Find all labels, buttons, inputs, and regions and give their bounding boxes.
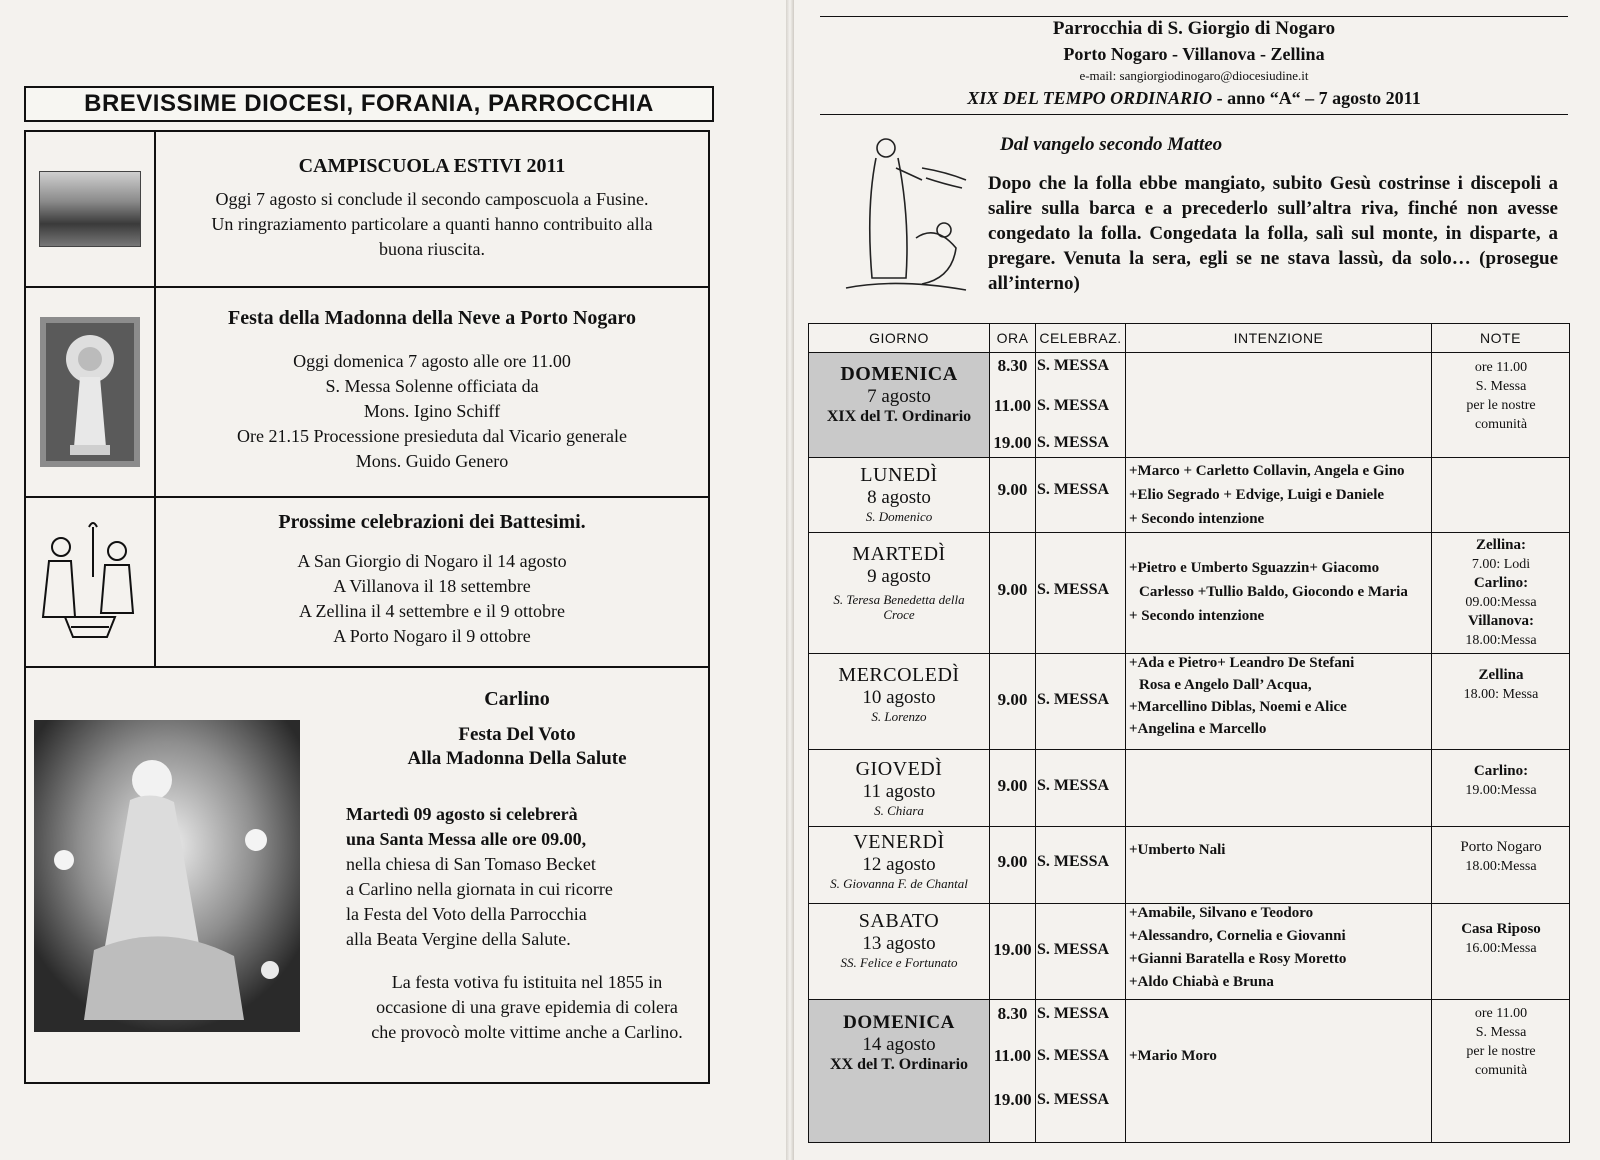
mass-type: S. MESSA <box>1037 777 1110 794</box>
day-date: 8 agosto <box>867 487 931 508</box>
day-saint: S. Teresa Benedetta della <box>833 592 965 607</box>
day-name: DOMENICA <box>840 363 958 385</box>
sunday-name: XIX DEL TEMPO ORDINARIO <box>967 88 1213 108</box>
day-mercoledi <box>809 654 989 749</box>
intention-line: +Aldo Chiabà e Bruna <box>1129 974 1274 990</box>
mass-time: 19.00 <box>993 940 1032 959</box>
mass-time: 8.30 <box>997 356 1028 375</box>
liturgical-sunday <box>820 88 1568 109</box>
day-sabato <box>809 904 989 999</box>
carlino-title: Carlino <box>484 688 550 710</box>
note-line: 18.00:Messa <box>1465 859 1537 874</box>
col-line <box>1035 324 1036 1142</box>
note-line: Villanova: <box>1467 613 1535 629</box>
note-line: Casa Riposo <box>1461 921 1541 937</box>
day-saint: SS. Felice e Fortunato <box>840 955 958 970</box>
day-domenica-14 <box>809 1000 989 1142</box>
note-venerdi <box>1434 838 1568 876</box>
day-liturgy: XX del T. Ordinario <box>829 1056 969 1073</box>
intention-line: +Pietro e Umberto Sguazzin+ Giacomo <box>1129 560 1380 576</box>
day-giovedi <box>809 750 989 826</box>
mass-time: 19.00 <box>993 1090 1032 1109</box>
day-liturgy: XIX del T. Ordinario <box>826 408 972 425</box>
mass-time: 9.00 <box>997 580 1028 599</box>
festa-neve-line: Oggi domenica 7 agosto alle ore 11.00 <box>293 351 571 371</box>
intentions-sabato <box>1129 902 1429 994</box>
day-saint: S. Giovanna F. de Chantal <box>830 876 968 891</box>
day-name: MERCOLEDÌ <box>838 664 960 686</box>
jesus-illustration <box>826 128 976 298</box>
mass-time: 9.00 <box>997 690 1028 709</box>
note-line: 19.00:Messa <box>1465 783 1537 798</box>
battesimi-content <box>156 498 708 666</box>
note-line: S. Messa <box>1475 379 1527 394</box>
intention-line: +Elio Segrado + Edvige, Luigi e Daniele <box>1129 487 1385 503</box>
intention-line: +Mario Moro <box>1129 1048 1217 1064</box>
festa-neve-line: Mons. Igino Schiff <box>363 401 501 421</box>
festa-neve-title: Festa della Madonna della Neve a Porto Nogaro <box>228 307 636 329</box>
intention-line: +Ada e Pietro+ Leandro De Stefani <box>1129 655 1355 671</box>
mass-time: 8.30 <box>997 1004 1028 1023</box>
madonna-statue-icon <box>40 317 140 467</box>
note-line: per le nostre <box>1466 398 1536 413</box>
mass-time: 9.00 <box>997 776 1028 795</box>
day-name: MARTEDÌ <box>852 543 946 565</box>
day-venerdi <box>809 827 989 903</box>
day-saint: Croce <box>883 607 915 622</box>
intention-line: +Umberto Nali <box>1129 842 1226 858</box>
note-line: ore 11.00 <box>1474 360 1528 375</box>
mass-time: 11.00 <box>993 1046 1032 1065</box>
day-date: 11 agosto <box>862 781 936 802</box>
day-date: 7 agosto <box>867 386 931 407</box>
intention-line: + Secondo intenzione <box>1129 511 1265 527</box>
intention-line: +Marco + Carletto Collavin, Angela e Gino <box>1129 463 1405 479</box>
news-row-festa-neve <box>26 288 708 498</box>
festa-neve-line: S. Messa Solenne officiata da <box>325 376 539 396</box>
news-row-battesimi <box>26 498 708 668</box>
thumbnail-cell <box>26 288 156 496</box>
gospel-text: Dopo che la folla ebbe mangiato, subito Gesù costrinse i discepoli a salire sulla barca e a precederlo sull’altra riva, finché non avesse congedato la folla. Congedata la folla, salì sul monte, in disparte, a pregare. Venuta la sera, egli se ne stava lassù, da solo… (prosegue all’interno) <box>988 173 1558 294</box>
intention-line: +Alessandro, Cornelia e Giovanni <box>1129 928 1346 944</box>
header-intenzione: INTENZIONE <box>1233 330 1324 346</box>
carlino-line: la Festa del Voto della Parrocchia <box>346 904 587 924</box>
carlino-line: nella chiesa di San Tomaso Becket <box>346 854 596 874</box>
thumbnail-cell <box>26 498 156 666</box>
carlino-line: alla Beata Vergine della Salute. <box>346 929 571 949</box>
landscape-photo <box>39 171 141 247</box>
parish-places: Porto Nogaro - Villanova - Zellina <box>1063 44 1325 64</box>
news-table <box>24 130 710 1084</box>
day-saint: S. Lorenzo <box>871 709 927 724</box>
mass-type: S. MESSA <box>1037 691 1110 708</box>
madonna-salute-photo <box>34 720 300 1032</box>
note-line: Carlino: <box>1473 763 1529 779</box>
day-name: SABATO <box>858 910 940 932</box>
col-line <box>1431 324 1432 1142</box>
carlino-paragraph-2 <box>346 970 708 1045</box>
note-line: 16.00:Messa <box>1465 941 1537 956</box>
carlino-line: che provocò molte vittime anche a Carlino. <box>371 1022 683 1042</box>
carlino-line: una Santa Messa alle ore 09.00, <box>346 829 587 849</box>
day-saint: S. Chiara <box>874 803 924 818</box>
intention-line: +Gianni Baratella e Rosy Moretto <box>1129 951 1347 967</box>
intention-line: Rosa e Angelo Dall’ Acqua, <box>1139 677 1312 693</box>
header-note: NOTE <box>1480 330 1521 346</box>
battesimi-line: A Villanova il 18 settembre <box>333 576 531 596</box>
mass-type: S. MESSA <box>1037 1091 1110 1108</box>
carlino-subtitle-1: Festa Del Voto <box>458 724 576 745</box>
day-lunedi <box>809 458 989 532</box>
note-line: 18.00: Messa <box>1463 687 1539 702</box>
carlino-line: occasione di una grave epidemia di colera <box>376 997 678 1017</box>
header-celebraz: CELEBRAZ. <box>1039 330 1122 346</box>
mass-type: S. MESSA <box>1037 941 1110 958</box>
intention-line: +Amabile, Silvano e Teodoro <box>1129 905 1314 921</box>
mass-time: 11.00 <box>993 396 1032 415</box>
campiscuola-line: Un ringraziamento particolare a quanti hanno contribuito alla <box>211 214 653 234</box>
mass-type: S. MESSA <box>1037 357 1110 374</box>
mass-type: S. MESSA <box>1037 581 1110 598</box>
battesimi-line: A San Giorgio di Nogaro il 14 agosto <box>297 551 567 571</box>
mass-time: 9.00 <box>997 480 1028 499</box>
note-dom14 <box>1434 1004 1568 1080</box>
intentions-lunedi <box>1129 459 1429 531</box>
intentions-mercoledi <box>1129 652 1429 740</box>
note-line: S. Messa <box>1475 1025 1527 1040</box>
festa-neve-line: Mons. Guido Genero <box>355 451 509 471</box>
note-line: 09.00:Messa <box>1465 595 1537 610</box>
mass-time: 9.00 <box>997 852 1028 871</box>
carlino-line: a Carlino nella giornata in cui ricorre <box>346 879 613 899</box>
intention-line: + Secondo intenzione <box>1129 608 1265 624</box>
intention-line: +Angelina e Marcello <box>1129 721 1267 737</box>
mass-type: S. MESSA <box>1037 481 1110 498</box>
battesimi-line: A Zellina il 4 settembre e il 9 ottobre <box>299 601 565 621</box>
sunday-date: - anno “A“ – 7 agosto 2011 <box>1212 88 1421 108</box>
festa-neve-line: Ore 21.15 Processione presieduta dal Vicario generale <box>237 426 627 446</box>
note-martedi <box>1434 536 1568 650</box>
campiscuola-title: CAMPISCUOLA ESTIVI 2011 <box>298 155 566 177</box>
note-line: per le nostre <box>1466 1044 1536 1059</box>
day-name: LUNEDÌ <box>860 464 938 486</box>
note-line: Porto Nogaro <box>1460 839 1542 855</box>
battesimi-title: Prossime celebrazioni dei Battesimi. <box>278 511 586 533</box>
note-sabato <box>1434 920 1568 958</box>
header-rule-top <box>820 16 1568 17</box>
festa-neve-content <box>156 288 708 496</box>
day-name: DOMENICA <box>843 1012 955 1033</box>
header-rule-bottom <box>820 114 1568 115</box>
mass-type: S. MESSA <box>1037 397 1110 414</box>
header-giorno: GIORNO <box>869 330 929 346</box>
campiscuola-line: buona riuscita. <box>379 239 485 259</box>
campiscuola-line: Oggi 7 agosto si conclude il secondo camposcuola a Fusine. <box>215 189 649 209</box>
intentions-venerdi <box>1129 838 1429 862</box>
mass-type: S. MESSA <box>1037 853 1110 870</box>
intention-line: +Marcellino Diblas, Noemi e Alice <box>1129 699 1347 715</box>
col-line <box>1125 324 1126 1142</box>
parish-email: e-mail: sangiorgiodinogaro@diocesiudine.it <box>1079 68 1309 83</box>
section-banner: BREVISSIME DIOCESI, FORANIA, PARROCCHIA <box>24 86 714 122</box>
carlino-heading <box>326 668 708 771</box>
day-date: 10 agosto <box>862 687 936 708</box>
mass-type: S. MESSA <box>1037 434 1110 451</box>
note-giovedi <box>1434 762 1568 800</box>
note-line: comunità <box>1474 1063 1528 1078</box>
thumbnail-cell <box>26 132 156 286</box>
day-date: 12 agosto <box>862 854 936 875</box>
madonna-photo-icon <box>34 720 300 1032</box>
intentions-martedi <box>1129 556 1429 628</box>
note-line: comunità <box>1474 417 1528 432</box>
note-line: Zellina: <box>1475 537 1526 553</box>
day-martedi <box>809 533 989 653</box>
carlino-subtitle-2: Alla Madonna Della Salute <box>407 748 627 769</box>
day-date: 14 agosto <box>862 1034 936 1055</box>
note-line: 7.00: Lodi <box>1471 557 1531 572</box>
mass-type: S. MESSA <box>1037 1005 1110 1022</box>
day-date: 13 agosto <box>862 933 936 954</box>
gospel-label: Dal vangelo secondo Matteo <box>1000 134 1223 155</box>
carlino-line: La festa votiva fu istituita nel 1855 in <box>391 972 663 992</box>
header-ora: ORA <box>996 330 1029 346</box>
baptism-illustration-icon <box>35 517 145 647</box>
note-line: ore 11.00 <box>1474 1006 1528 1021</box>
note-line: 18.00:Messa <box>1465 633 1537 648</box>
intention-line: Carlesso +Tullio Baldo, Giocondo e Maria <box>1139 584 1408 600</box>
mass-type: S. MESSA <box>1037 1047 1110 1064</box>
carlino-line: Martedì 09 agosto si celebrerà <box>346 804 578 824</box>
day-name: GIOVEDÌ <box>855 758 943 780</box>
jesus-disciple-icon <box>826 128 976 298</box>
day-saint: S. Domenico <box>865 509 933 524</box>
page-fold <box>786 0 794 1160</box>
news-row-campiscuola <box>26 132 708 288</box>
campiscuola-content <box>156 132 708 286</box>
battesimi-line: A Porto Nogaro il 9 ottobre <box>333 626 531 646</box>
note-line: Carlino: <box>1473 575 1529 591</box>
parish-name: Parrocchia di S. Giorgio di Nogaro <box>1052 18 1336 39</box>
carlino-paragraph-1 <box>346 802 708 952</box>
day-date: 9 agosto <box>867 566 931 587</box>
news-row-carlino <box>26 668 708 1082</box>
mass-schedule-table <box>808 323 1570 1143</box>
note-line: Zellina <box>1478 667 1524 683</box>
day-name: VENERDÌ <box>853 831 945 853</box>
mass-time: 19.00 <box>993 433 1032 452</box>
note-mercoledi <box>1434 666 1568 704</box>
intentions-domenica-14 <box>1129 1044 1429 1068</box>
day-domenica-7 <box>809 353 989 457</box>
note-dom7 <box>1434 358 1568 434</box>
